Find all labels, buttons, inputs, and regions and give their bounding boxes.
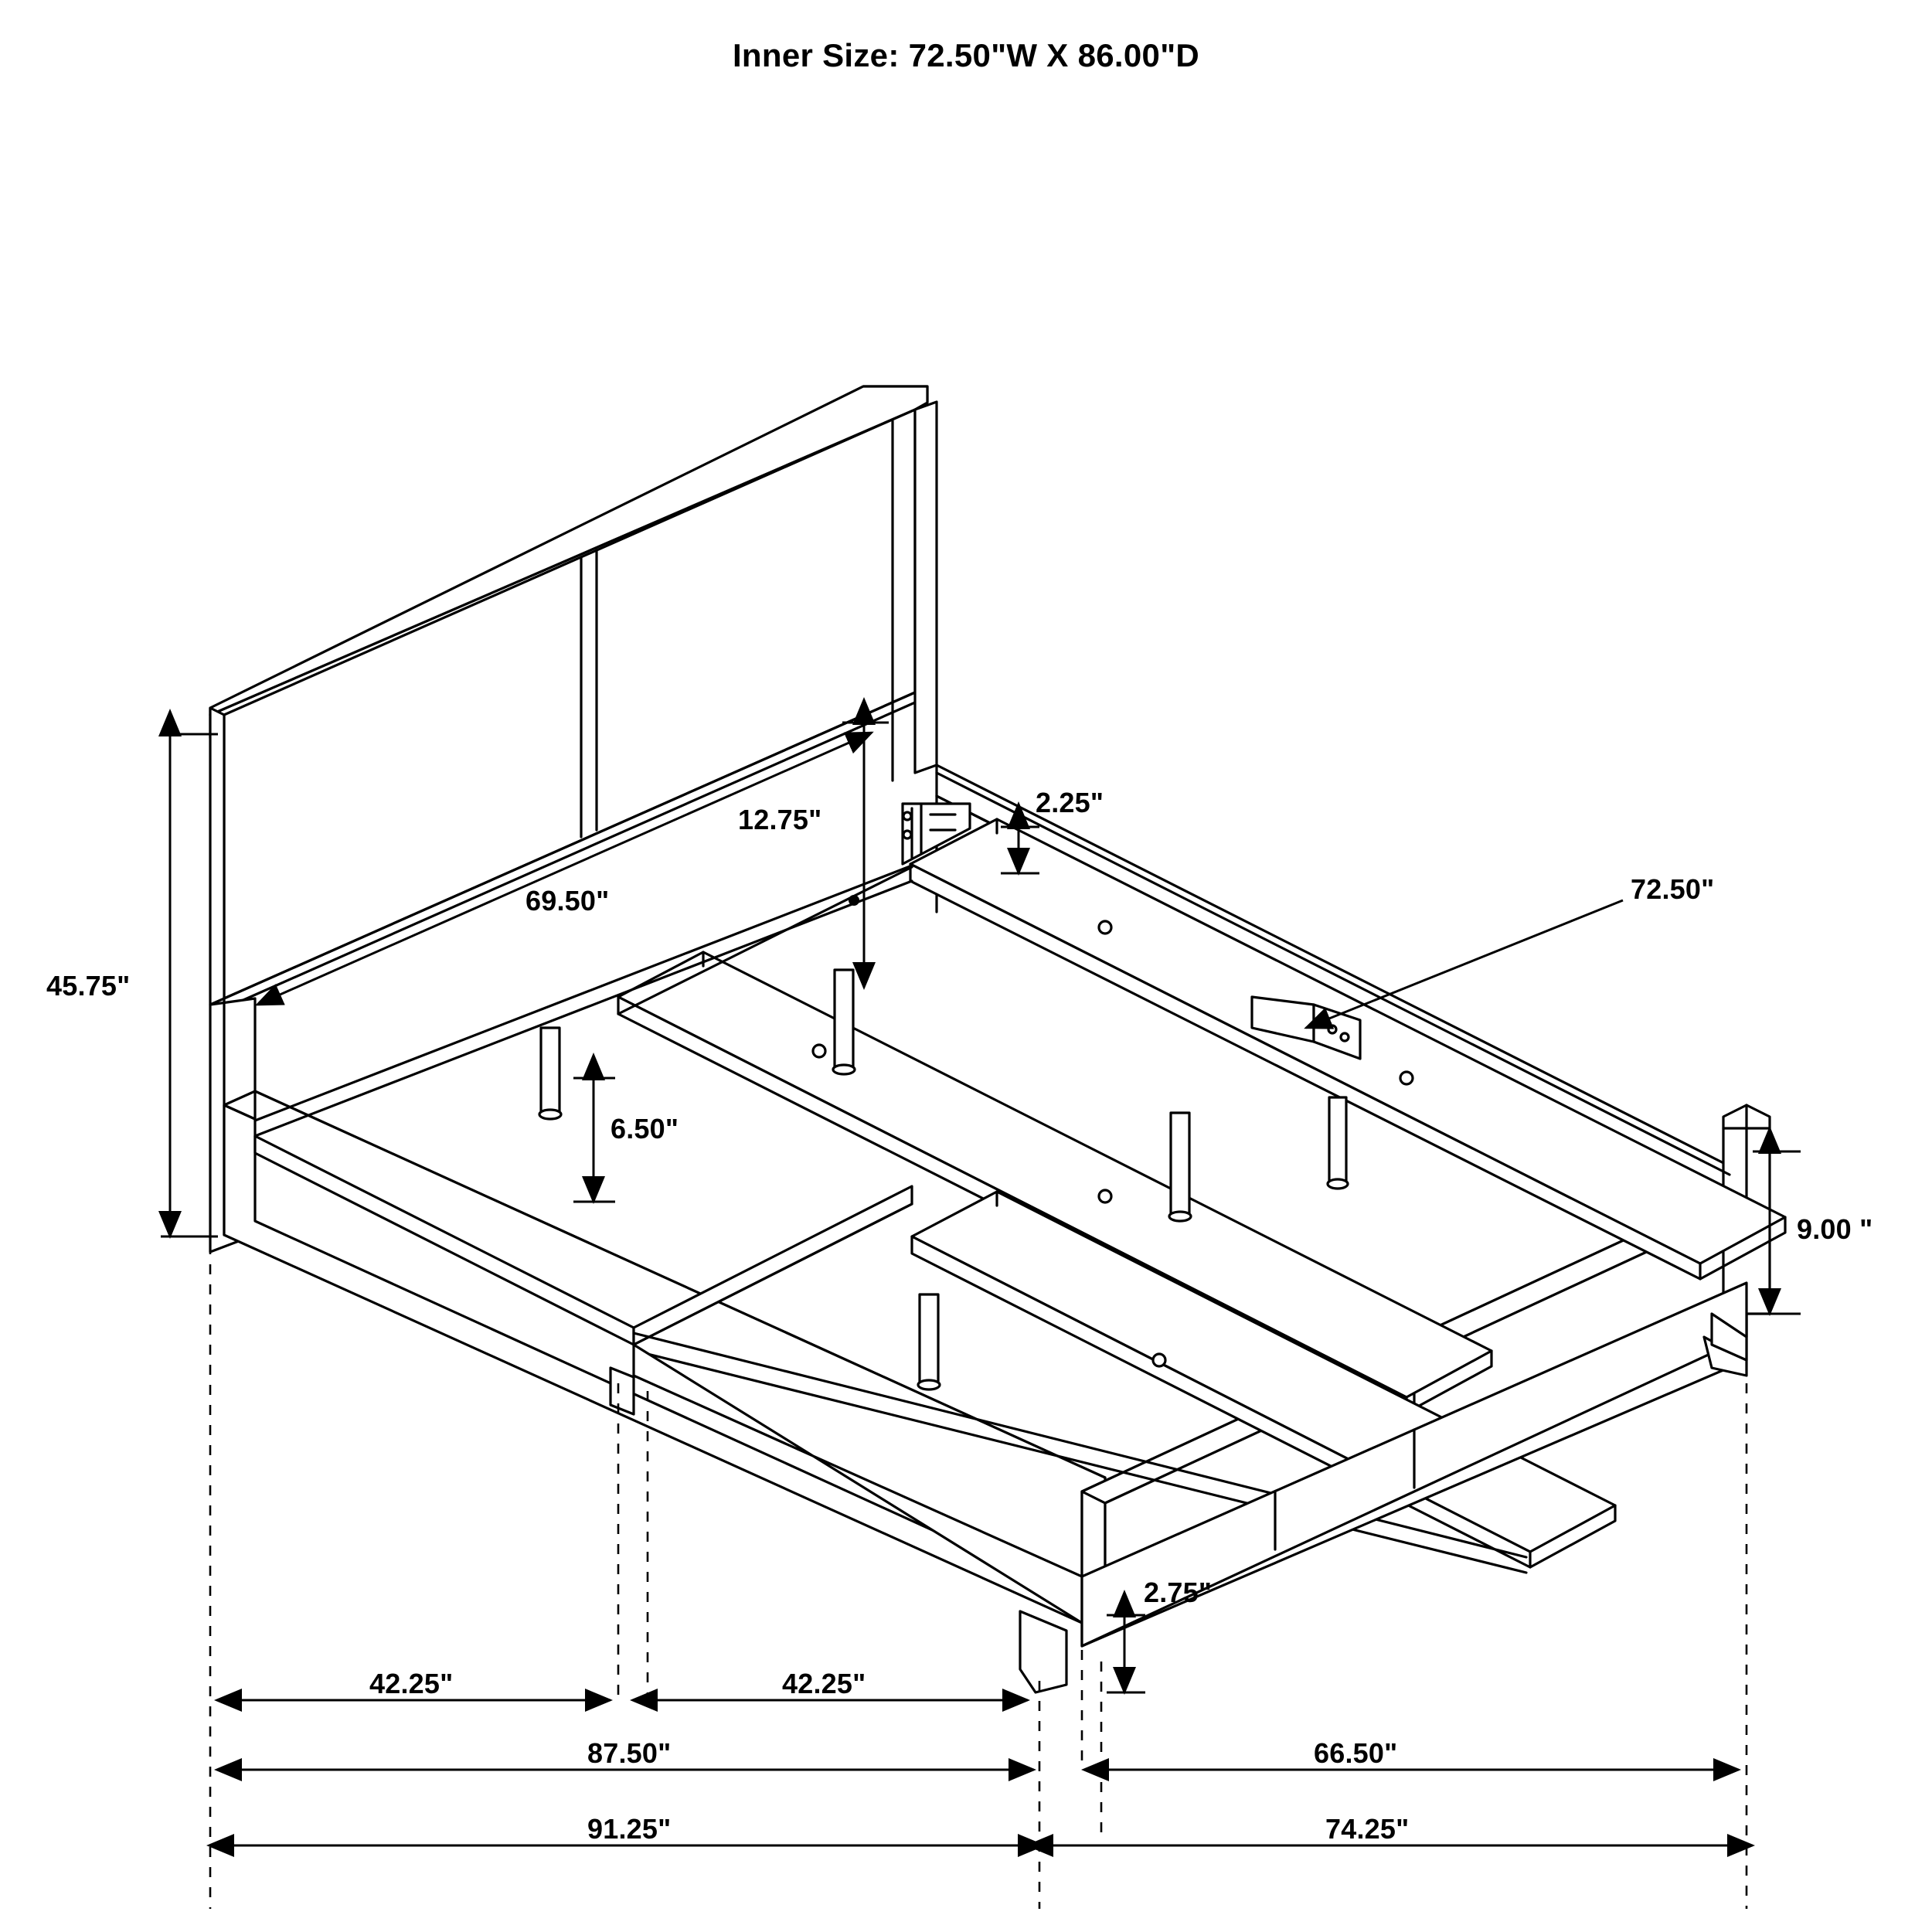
dim-length-outer: 91.25"	[587, 1813, 672, 1845]
dim-width-inner: 66.50"	[1314, 1737, 1398, 1769]
dim-width-outer: 74.25"	[1325, 1813, 1410, 1845]
dim-segment-right: 42.25"	[782, 1668, 866, 1699]
dim-slat-leg-height: 6.50"	[611, 1113, 679, 1145]
dim-length-inner: 87.50"	[587, 1737, 672, 1769]
dim-headboard-height: 45.75"	[46, 970, 131, 1002]
dim-side-rail-height: 9.00 "	[1797, 1213, 1873, 1245]
dim-rail-top-thickness: 2.25"	[1036, 787, 1104, 818]
dim-segment-left: 42.25"	[369, 1668, 454, 1699]
dim-inner-width-callout: 72.50"	[1631, 873, 1715, 905]
dim-headboard-panel-width: 69.50"	[526, 885, 610, 917]
page-title: Inner Size: 72.50"W X 86.00"D	[732, 37, 1200, 73]
dim-headboard-panel-height: 12.75"	[738, 804, 822, 835]
dim-foot-leg-height: 2.75"	[1144, 1577, 1213, 1608]
